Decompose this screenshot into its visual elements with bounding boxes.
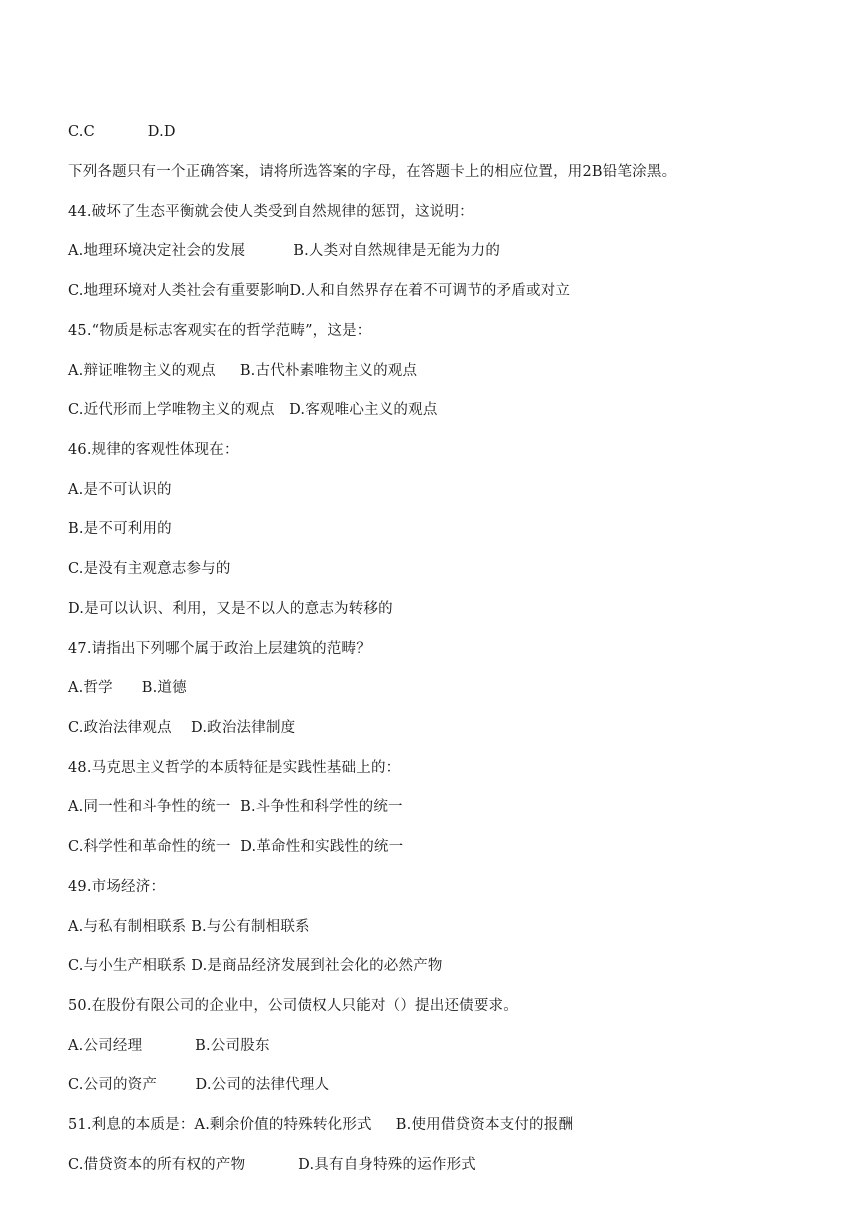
answer-options: A.地理环境决定社会的发展 B.人类对自然规律是无能为力的 [68, 243, 501, 259]
answer-option: D.是可以认识、利用，又是不以人的意志为转移的 [68, 601, 393, 617]
question-49: 49.市场经济： [68, 879, 166, 895]
answer-options: A.辩证唯物主义的观点 B.古代朴素唯物主义的观点 [68, 363, 418, 379]
text-line: 下列各题只有一个正确答案，请将所选答案的字母，在答题卡上的相应位置，用2B铅笔涂黑。 [68, 164, 677, 180]
answer-option: B.是不可利用的 [68, 521, 172, 537]
answer-options: C.借贷资本的所有权的产物 D.具有自身特殊的运作形式 [68, 1157, 477, 1173]
question-46: 46.规律的客观性体现在： [68, 442, 239, 458]
answer-options: C.政治法律观点 D.政治法律制度 [68, 720, 296, 736]
answer-option: C.是没有主观意志参与的 [68, 561, 231, 577]
question-47: 47.请指出下列哪个属于政治上层建筑的范畴？ [68, 641, 371, 657]
question-51: 51.利息的本质是：A.剩余价值的特殊转化形式 B.使用借贷资本支付的报酬 [68, 1117, 574, 1133]
question-48: 48.马克思主义哲学的本质特征是实践性基础上的： [68, 760, 401, 776]
question-50: 50.在股份有限公司的企业中，公司债权人只能对（）提出还债要求。 [68, 998, 518, 1014]
answer-options: C.公司的资产 D.公司的法律代理人 [68, 1077, 330, 1093]
answer-options: A.与私有制相联系 B.与公有制相联系 [68, 919, 310, 935]
answer-options: C.与小生产相联系 D.是商品经济发展到社会化的必然产物 [68, 958, 443, 974]
question-44: 44.破坏了生态平衡就会使人类受到自然规律的惩罚，这说明： [68, 204, 474, 220]
question-45: 45.“物质是标志客观实在的哲学范畴”，这是： [68, 323, 372, 339]
text-line: C.C D.D [68, 124, 176, 140]
answer-options: A.哲学 B.道德 [68, 680, 187, 696]
answer-options: C.地理环境对人类社会有重要影响D.人和自然界存在着不可调节的矛盾或对立 [68, 283, 571, 299]
answer-option: A.是不可认识的 [68, 482, 172, 498]
answer-options: C.科学性和革命性的统一 D.革命性和实践性的统一 [68, 839, 404, 855]
answer-options: C.近代形而上学唯物主义的观点 D.客观唯心主义的观点 [68, 402, 438, 418]
answer-options: A.公司经理 B.公司股东 [68, 1038, 270, 1054]
answer-options: A.同一性和斗争性的统一 B.斗争性和科学性的统一 [68, 799, 403, 815]
